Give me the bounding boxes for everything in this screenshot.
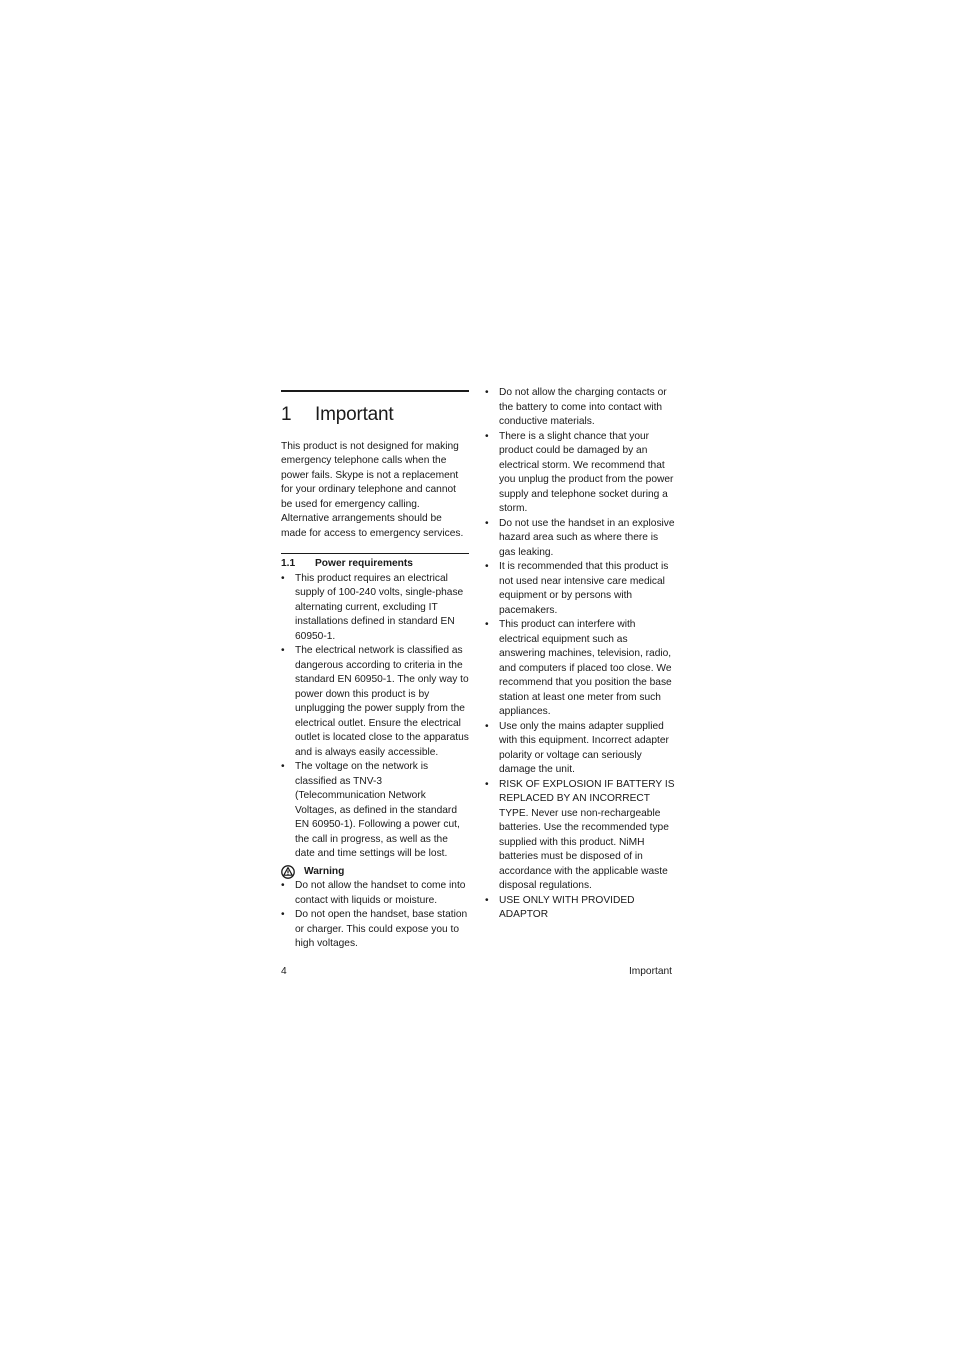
list-item: • RISK OF EXPLOSION IF BATTERY IS REPLACED BY AN INCORRECT TYPE. Never use non-rechargeable batteries. Use the recommended type supplied with this product. NiMH batteries must be disposed of in accordance with the applicable waste disposal regulations.	[485, 778, 675, 894]
left-column	[281, 390, 469, 952]
warning-label: Warning	[304, 865, 345, 877]
chapter-title	[281, 403, 469, 427]
section-number: 1.1	[281, 558, 296, 570]
list-item: • Use only the mains adapter supplied with this equipment. Incorrect adapter polarity or voltage can seriously damage the unit.	[485, 720, 675, 778]
list-item: • Do not use the handset in an explosive hazard area such as where there is gas leaking.	[485, 517, 675, 561]
list-item: • This product can interfere with electrical equipment such as answering machines, television, radio, and computers if placed too close. We recommend that you position the base station at least one meter from such appliances.	[485, 618, 675, 720]
right-column	[485, 386, 675, 923]
section-title-text: Power requirements	[315, 558, 413, 570]
list-item: • Do not open the handset, base station or charger. This could expose you to high voltages.	[281, 908, 469, 952]
warning-icon	[281, 865, 295, 879]
list-item: • The electrical network is classified as dangerous according to criteria in the standard EN 60950-1. The only way to power down this product is by unplugging the power supply from the electrical outlet. Ensure the electrical outlet is located close to the apparatus and is always easily accessible.	[281, 644, 469, 760]
power-requirements-list	[281, 572, 469, 862]
chapter-title-text: Important	[315, 404, 394, 425]
list-item: • There is a slight chance that your product could be damaged by an electrical storm. We recommend that you unplug the product from the power supply and telephone socket during a storm.	[485, 430, 675, 517]
list-item: • This product requires an electrical supply of 100-240 volts, single-phase alternating current, excluding IT installations defined in standard EN 60950-1.	[281, 572, 469, 645]
list-item: • Do not allow the handset to come into contact with liquids or moisture.	[281, 879, 469, 908]
list-item: • USE ONLY WITH PROVIDED ADAPTOR	[485, 894, 675, 923]
list-item: • It is recommended that this product is not used near intensive care medical equipment or by persons with pacemakers.	[485, 560, 675, 618]
warning-heading	[281, 865, 469, 880]
warning-list-right	[485, 386, 675, 923]
list-item: • The voltage on the network is classified as TNV-3 (Telecommunication Network Voltages, as defined in the standard EN 60950-1). Following a power cut, the call in progress, as well as the date and time settings will be lost.	[281, 760, 469, 862]
list-item: • Do not allow the charging contacts or the battery to come into contact with conductive materials.	[485, 386, 675, 430]
section-rule	[281, 553, 469, 554]
chapter-top-rule	[281, 390, 469, 392]
footer-page-number: 4	[281, 966, 287, 977]
section-heading	[281, 557, 469, 572]
warning-list-left	[281, 879, 469, 952]
chapter-number: 1	[281, 404, 292, 425]
footer-running-title: Important	[628, 966, 672, 977]
intro-paragraph: This product is not designed for making emergency telephone calls when the power fails. Skype is not a replacement for your ordinary telephone and cannot be used for emergency calling. Alternative arrangements should be made for access to emergency services.	[281, 440, 464, 539]
